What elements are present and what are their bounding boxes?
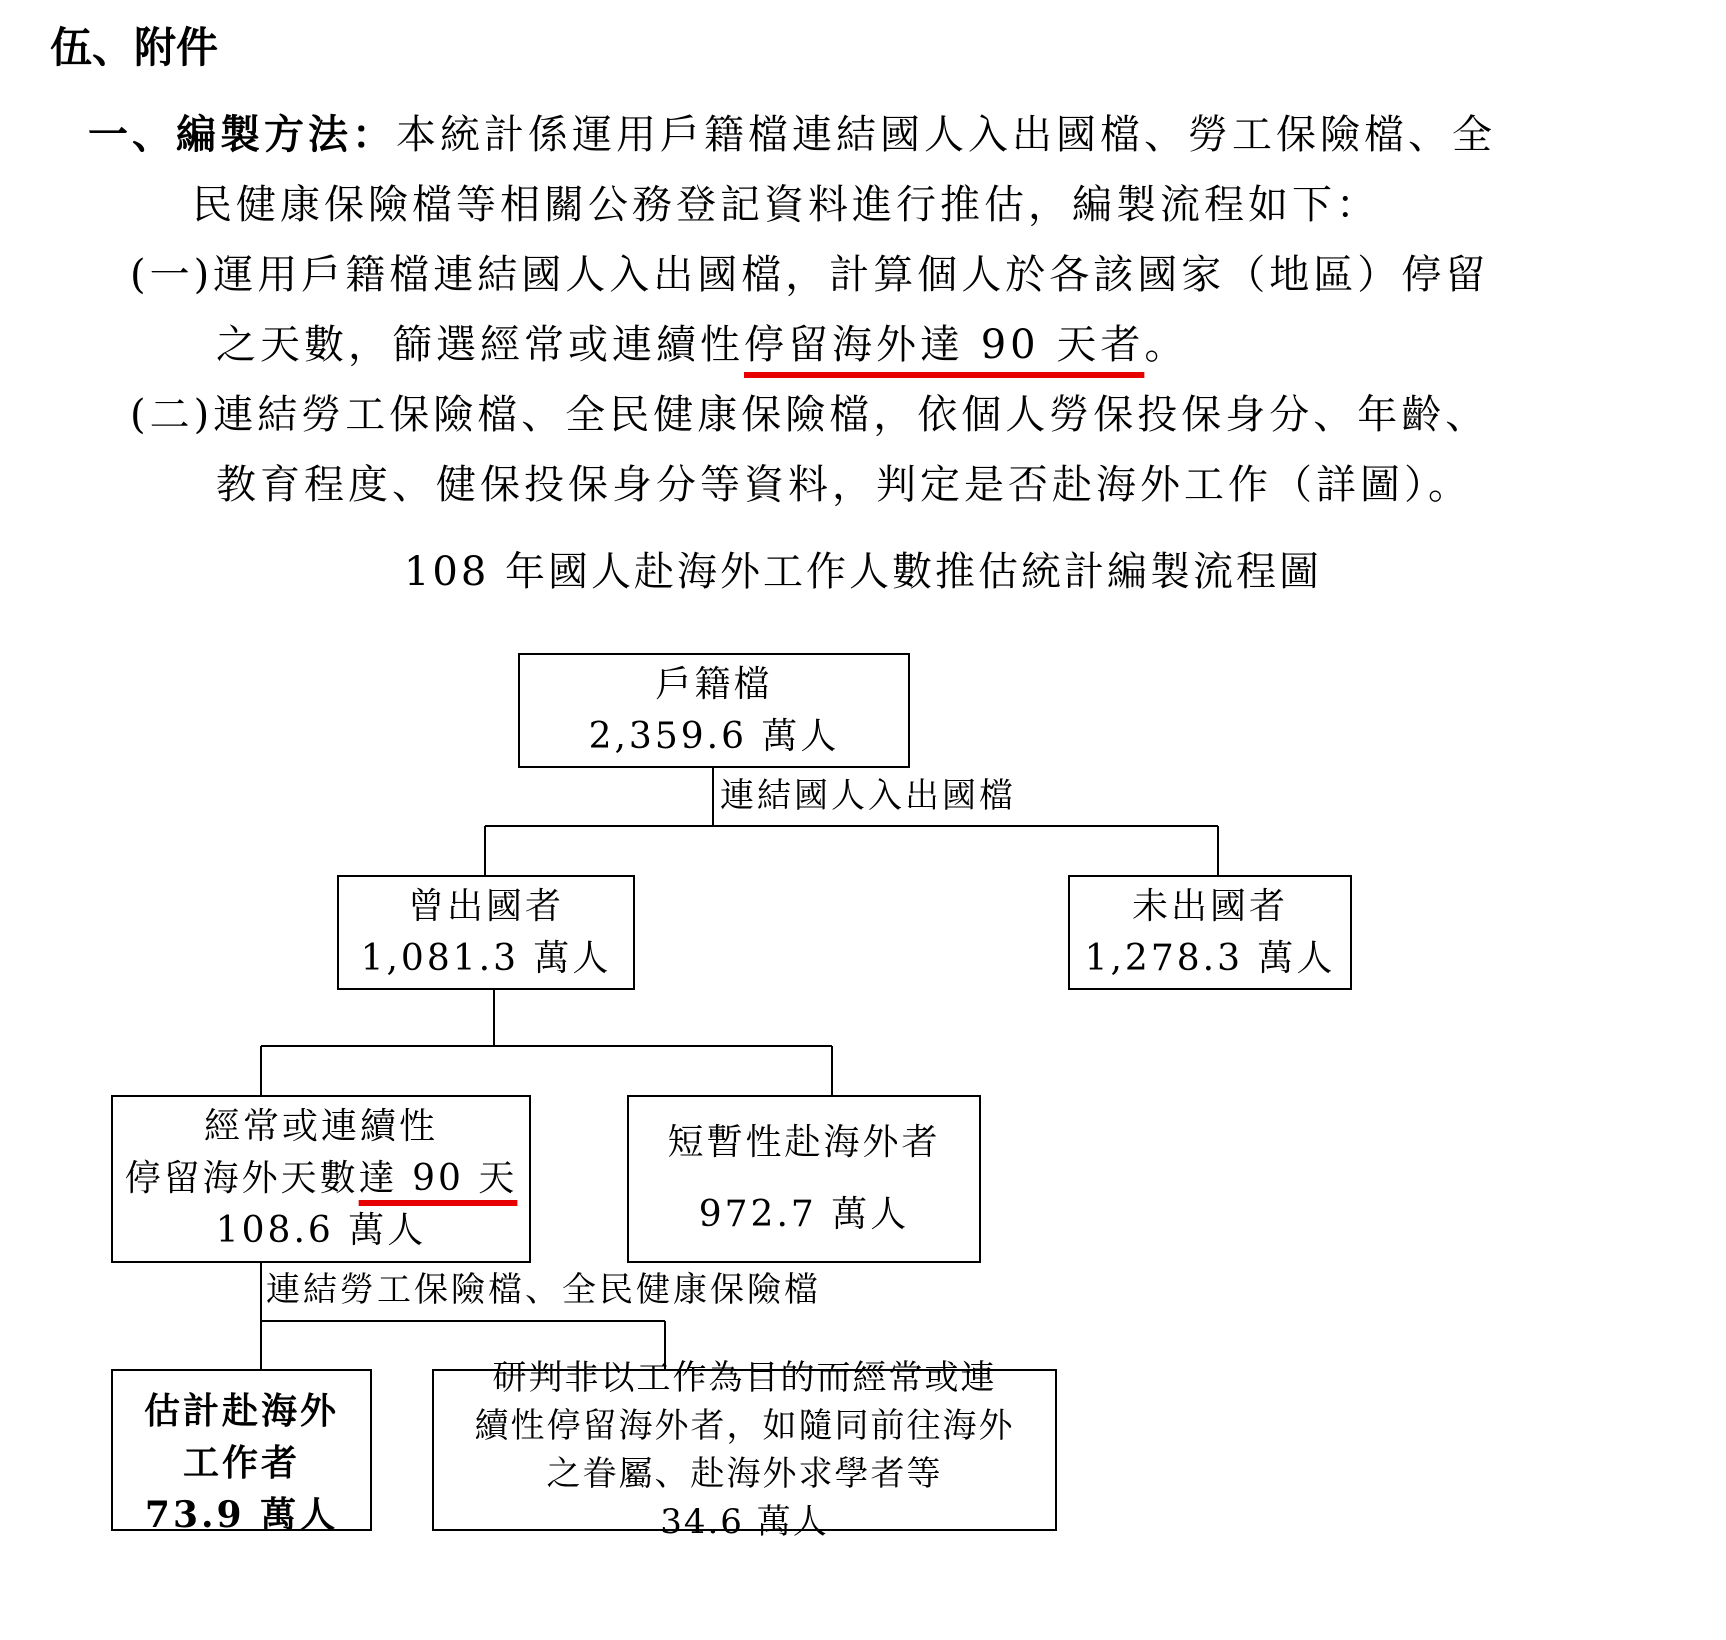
node-value: 73.9 萬人 <box>144 1494 339 1536</box>
node-non-work-stay <box>432 1358 1057 1542</box>
node-line-2: 續性停留海外者，如隨同前往海外 <box>474 1406 1015 1446</box>
node-label: 戶籍檔 <box>655 663 773 705</box>
item1-text-pre: 之天數，篩選經常或連續性 <box>216 322 744 368</box>
method-line-2: 民健康保險檔等相關公務登記資料進行推估，編製流程如下： <box>192 182 1380 228</box>
node-value: 108.6 萬人 <box>215 1210 427 1251</box>
node-label: 曾出國者 <box>407 885 564 927</box>
node-line-1: 研判非以工作為目的而經常或連 <box>492 1358 997 1398</box>
node-label: 短暫性赴海外者 <box>667 1122 941 1163</box>
item1-text-post: 。 <box>1144 322 1189 368</box>
node-line-1: 經常或連續性 <box>203 1106 438 1147</box>
node-value: 972.7 萬人 <box>698 1194 910 1235</box>
node-traveled <box>337 875 635 990</box>
node-line-3: 之眷屬、赴海外求學者等 <box>546 1454 943 1494</box>
node-line-2-pre: 停留海外天數 <box>124 1158 359 1199</box>
node-long-stay <box>111 1095 531 1263</box>
node-line-2-highlight: 達 90 天 <box>358 1158 518 1199</box>
node-overseas-workers <box>111 1369 372 1536</box>
node-not-traveled <box>1068 875 1352 990</box>
node-value: 34.6 萬人 <box>660 1502 829 1542</box>
node-line-2 <box>125 1153 518 1205</box>
node-value: 1,081.3 萬人 <box>360 937 612 979</box>
item2-line-1: (二)連結勞工保險檔、全民健康保險檔，依個人勞保投保身分、年齡、 <box>130 392 1490 438</box>
flowchart-title: 108 年國人赴海外工作人數推估統計編製流程圖 <box>403 549 1323 595</box>
node-line-1: 估計赴海外 <box>143 1390 339 1432</box>
item2-line-2: 教育程度、健保投保身分等資料，判定是否赴海外工作（詳圖）。 <box>216 462 1472 508</box>
node-household-register <box>518 653 910 768</box>
method-text-1: 本統計係運用戶籍檔連結國人入出國檔、勞工保險檔、全 <box>396 112 1496 158</box>
node-value: 2,359.6 萬人 <box>588 715 840 757</box>
section-title: 伍、附件 <box>50 23 219 72</box>
node-short-stay <box>627 1095 981 1263</box>
edge-label-entry-exit: 連結國人入出國檔 <box>720 776 1016 816</box>
method-label: 一、編製方法： <box>88 111 396 158</box>
item1-line-1: (一)運用戶籍檔連結國人入出國檔，計算個人於各該國家（地區）停留 <box>130 252 1490 298</box>
node-value: 1,278.3 萬人 <box>1084 937 1336 979</box>
item1-highlight: 停留海外達 90 天者 <box>744 322 1145 368</box>
edge-label-insurance: 連結勞工保險檔、全民健康保險檔 <box>266 1270 821 1310</box>
node-label: 未出國者 <box>1131 885 1288 927</box>
node-line-2: 工作者 <box>182 1442 300 1484</box>
